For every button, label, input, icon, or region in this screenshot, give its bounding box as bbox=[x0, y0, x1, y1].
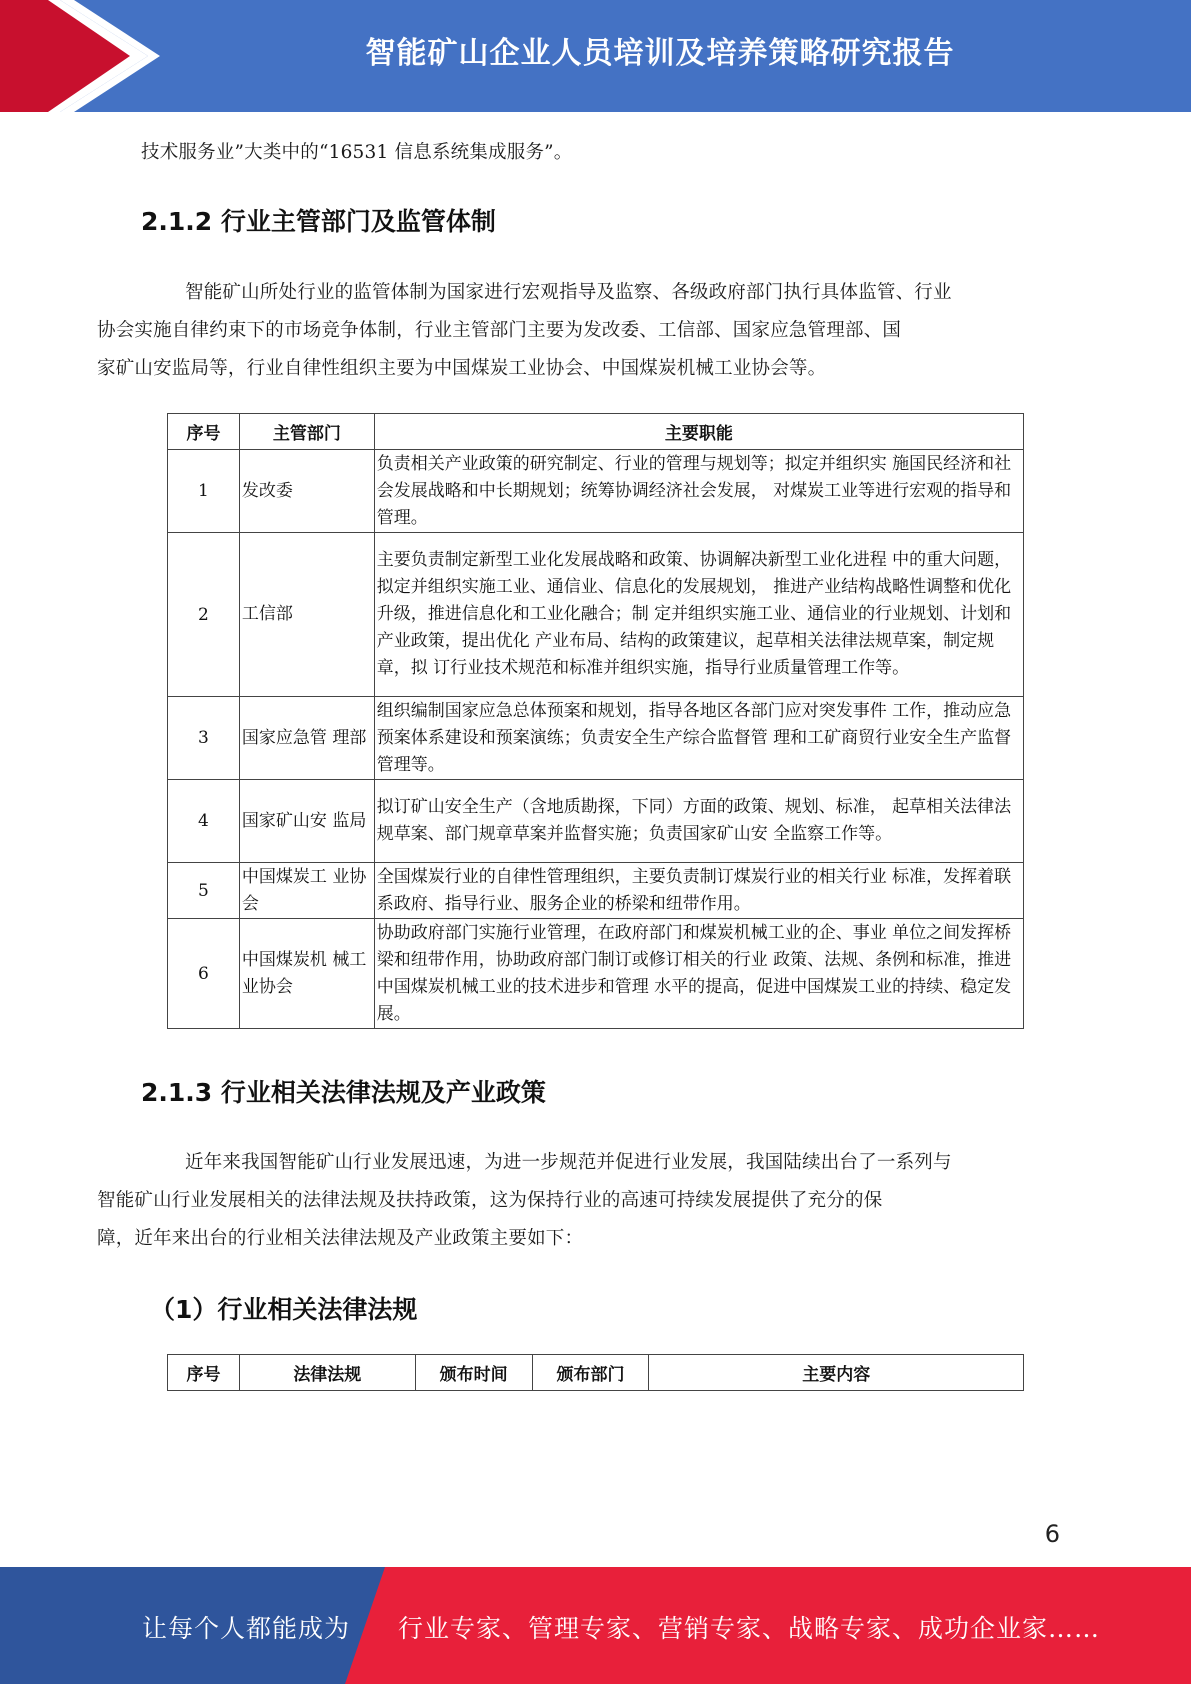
page-header bbox=[0, 0, 1191, 112]
section-2-1-3-paragraph bbox=[97, 1144, 1049, 1258]
row-number: 6 bbox=[168, 919, 240, 1029]
section-2-1-2-paragraph bbox=[97, 274, 1049, 388]
header-cell: 主要职能 bbox=[374, 414, 1023, 450]
header-cell: 序号 bbox=[168, 414, 240, 450]
section-heading-2-1-2: 2.1.2 行业主管部门及监管体制 bbox=[141, 207, 496, 236]
row-dept: 发改委 bbox=[239, 450, 374, 533]
paragraph-line: 近年来我国智能矿山行业发展迅速，为进一步规范并促进行业发展，我国陆续出台了一系列与 bbox=[185, 1152, 952, 1173]
header-arrow-icon bbox=[0, 0, 160, 112]
header-cell: 颁布时间 bbox=[415, 1355, 532, 1391]
row-duty: 拟订矿山安全生产（含地质勘探，下同）方面的政策、规划、标准， 起草相关法律法规草案、部门规章草案并监督实施；负责国家矿山安 全监察工作等。 bbox=[374, 780, 1023, 863]
row-duty: 主要负责制定新型工业化发展战略和政策、协调解决新型工业化进程 中的重大问题，拟定并组织实施工业、通信业、信息化的发展规划， 推进产业结构战略性调整和优化升级，推进信息化和工业化融合；制 定并组织实施工业、通信业的行业规划、计划和产业政策，提出优化 产业布局、结构的政策建议，起草相关法律法规草案，制定规章，拟 订行业技术规范和标准并组织实施，指导行业质量管理工作等。 bbox=[374, 533, 1023, 697]
row-duty: 全国煤炭行业的自律性管理组织，主要负责制订煤炭行业的相关行业 标准，发挥着联系政府、指导行业、服务企业的桥梁和纽带作用。 bbox=[374, 863, 1023, 919]
paragraph-line: 协会实施自律约束下的市场竞争体制，行业主管部门主要为发改委、工信部、国家应急管理部、国 bbox=[97, 320, 902, 341]
law-table bbox=[167, 1354, 1024, 1391]
row-number: 5 bbox=[168, 863, 240, 919]
table-row bbox=[168, 697, 1024, 780]
row-number: 2 bbox=[168, 533, 240, 697]
header-cell: 主管部门 bbox=[239, 414, 374, 450]
header-cell: 法律法规 bbox=[239, 1355, 415, 1391]
footer-slogan-right: 行业专家、管理专家、营销专家、战略专家、成功企业家…… bbox=[398, 1614, 1101, 1643]
row-dept: 中国煤炭工 业协会 bbox=[239, 863, 374, 919]
report-title: 智能矿山企业人员培训及培养策略研究报告 bbox=[365, 36, 955, 71]
row-duty: 组织编制国家应急总体预案和规划，指导各地区各部门应对突发事件 工作，推动应急预案体系建设和预案演练；负责安全生产综合监督管 理和工矿商贸行业安全生产监督管理等。 bbox=[374, 697, 1023, 780]
table-header-row bbox=[168, 414, 1024, 450]
subsection-heading-laws: （1）行业相关法律法规 bbox=[150, 1295, 418, 1324]
row-dept: 国家应急管 理部 bbox=[239, 697, 374, 780]
row-number: 4 bbox=[168, 780, 240, 863]
row-dept: 国家矿山安 监局 bbox=[239, 780, 374, 863]
table-row bbox=[168, 780, 1024, 863]
header-cell: 序号 bbox=[168, 1355, 240, 1391]
row-duty: 负责相关产业政策的研究制定、行业的管理与规划等；拟定并组织实 施国民经济和社会发展战略和中长期规划；统筹协调经济社会发展， 对煤炭工业等进行宏观的指导和管理。 bbox=[374, 450, 1023, 533]
row-number: 3 bbox=[168, 697, 240, 780]
page-number: 6 bbox=[1044, 1520, 1060, 1548]
paragraph-line: 障，近年来出台的行业相关法律法规及产业政策主要如下： bbox=[97, 1228, 584, 1249]
row-duty: 协助政府部门实施行业管理，在政府部门和煤炭机械工业的企、事业 单位之间发挥桥梁和纽带作用，协助政府部门制订或修订相关的行业 政策、法规、条例和标准，推进中国煤炭机械工业的技术进步和管理 水平的提高，促进中国煤炭工业的持续、稳定发展。 bbox=[374, 919, 1023, 1029]
page-footer bbox=[0, 1567, 1191, 1684]
table-row bbox=[168, 533, 1024, 697]
row-number: 1 bbox=[168, 450, 240, 533]
table-row bbox=[168, 919, 1024, 1029]
paragraph-line: 智能矿山行业发展相关的法律法规及扶持政策，这为保持行业的高速可持续发展提供了充分的保 bbox=[97, 1190, 883, 1211]
section-heading-2-1-3: 2.1.3 行业相关法律法规及产业政策 bbox=[141, 1078, 546, 1107]
intro-line: 技术服务业”大类中的“16531 信息系统集成服务”。 bbox=[141, 142, 573, 163]
law-table-clip bbox=[167, 1354, 1025, 1394]
row-dept: 工信部 bbox=[239, 533, 374, 697]
header-cell: 主要内容 bbox=[649, 1355, 1024, 1391]
footer-slogan-left: 让每个人都能成为 bbox=[142, 1614, 351, 1643]
paragraph-line: 家矿山安监局等，行业自律性组织主要为中国煤炭工业协会、中国煤炭机械工业协会等。 bbox=[97, 358, 827, 379]
paragraph-line: 智能矿山所处行业的监管体制为国家进行宏观指导及监察、各级政府部门执行具体监管、行业 bbox=[185, 282, 952, 303]
table-header-row bbox=[168, 1355, 1024, 1391]
header-cell: 颁布部门 bbox=[532, 1355, 649, 1391]
table-row bbox=[168, 450, 1024, 533]
dept-table bbox=[167, 413, 1024, 1029]
table-row bbox=[168, 863, 1024, 919]
row-dept: 中国煤炭机 械工业协会 bbox=[239, 919, 374, 1029]
